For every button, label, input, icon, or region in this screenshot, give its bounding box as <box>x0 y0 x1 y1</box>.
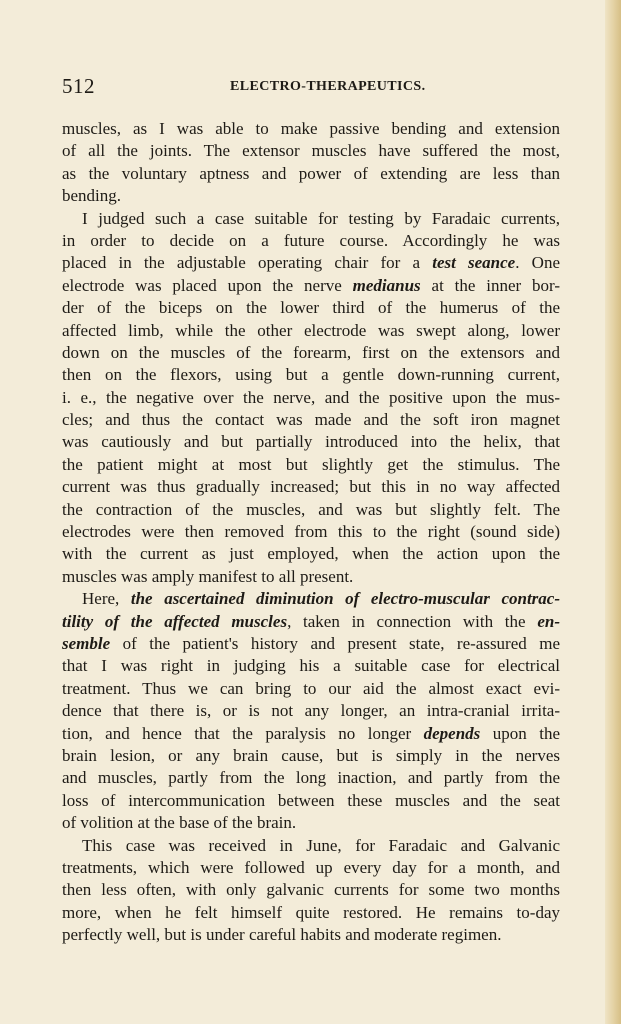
text-line: as the voluntary aptness and power of extending are less than <box>62 163 560 183</box>
italic-phrase: test seance <box>432 253 516 273</box>
text-run: . One <box>515 253 560 273</box>
text-line: dence that there is, or is not any longer, an intra-cranial irrita- <box>62 701 560 721</box>
text-line: muscles, as I was able to make passive bending and extension <box>62 119 560 138</box>
text-line <box>62 275 560 297</box>
italic-phrase: medianus <box>352 275 421 295</box>
italic-phrase: the ascertained diminution of electro-muscular contrac- <box>130 589 561 609</box>
text-line <box>62 633 560 655</box>
text-line <box>62 723 560 745</box>
italic-phrase: tility of the affected muscles <box>62 611 288 631</box>
text-run: placed in the adjustable operating chair for a <box>62 253 433 273</box>
italic-phrase: en- <box>537 611 560 631</box>
text-line: more, when he felt himself quite restored. He remains to-day <box>62 902 560 922</box>
text-run: electrode was placed upon the nerve <box>62 275 353 295</box>
italic-phrase: semble <box>62 633 111 653</box>
text-line: in order to decide on a future course. Accordingly he was <box>62 230 560 250</box>
text-line <box>62 588 560 610</box>
text-run: , taken in connection with the <box>287 611 538 631</box>
text-line <box>62 252 560 274</box>
text-line: treatments, which were followed up every day for a month, and <box>62 857 560 877</box>
italic-phrase: depends <box>423 723 481 743</box>
body-text <box>62 118 560 946</box>
text-line: der of the biceps on the lower third of the humerus of the <box>62 298 560 318</box>
text-run: tion, and hence that the paralysis no longer <box>62 723 424 743</box>
text-line: the contraction of the muscles, and was but slightly felt. The <box>62 499 560 519</box>
text-line: of volition at the base of the brain. <box>62 813 297 833</box>
text-line: loss of intercommunication between these muscles and the seat <box>62 790 560 810</box>
text-line: brain lesion, or any brain cause, but is simply in the nerves <box>62 745 560 765</box>
text-line: treatment. Thus we can bring to our aid the almost exact evi- <box>62 678 560 698</box>
text-line: with the current as just employed, when the action upon the <box>62 544 560 564</box>
text-line: was cautiously and but partially introduced into the helix, that <box>62 432 560 452</box>
text-line: then less often, with only galvanic currents for some two months <box>62 880 560 900</box>
text-line: electrodes were then removed from this to the right (sound side) <box>62 522 560 542</box>
text-line: I judged such a case suitable for testing by Faradaic currents, <box>82 208 560 228</box>
text-line: perfectly well, but is under careful habits and moderate regimen. <box>62 925 502 945</box>
text-line: of all the joints. The extensor muscles have suffered the most, <box>62 141 560 161</box>
text-line: This case was received in June, for Faradaic and Galvanic <box>82 835 560 855</box>
text-line: that I was right in judging his a suitable case for electrical <box>62 656 560 676</box>
text-line: and muscles, partly from the long inaction, and partly from the <box>62 768 560 788</box>
text-run: of the patient's history and present state, re-assured me <box>110 633 560 653</box>
text-line: current was thus gradually increased; but this in no way affected <box>62 477 560 497</box>
text-line: bending. <box>62 186 122 206</box>
text-line: cles; and thus the contact was made and the soft iron magnet <box>62 410 560 430</box>
page-edge <box>605 0 621 1024</box>
text-line: down on the muscles of the forearm, first on the extensors and <box>62 342 560 362</box>
running-title: ELECTRO-THERAPEUTICS. <box>230 79 426 94</box>
text-run: upon the <box>480 723 560 743</box>
text-line: the patient might at most but slightly get the stimulus. The <box>62 454 560 474</box>
running-head <box>62 74 560 100</box>
page-number: 512 <box>62 74 95 98</box>
text-line: then on the flexors, using but a gentle down-running current, <box>62 365 560 385</box>
text-line: muscles was amply manifest to all present. <box>62 566 354 586</box>
text-line: i. e., the negative over the nerve, and the positive upon the mus- <box>62 387 560 407</box>
text-run: at the inner bor- <box>420 275 560 295</box>
text-run: Here, <box>82 589 131 609</box>
text-line: affected limb, while the other electrode was swept along, lower <box>62 320 560 340</box>
text-line <box>62 611 560 633</box>
